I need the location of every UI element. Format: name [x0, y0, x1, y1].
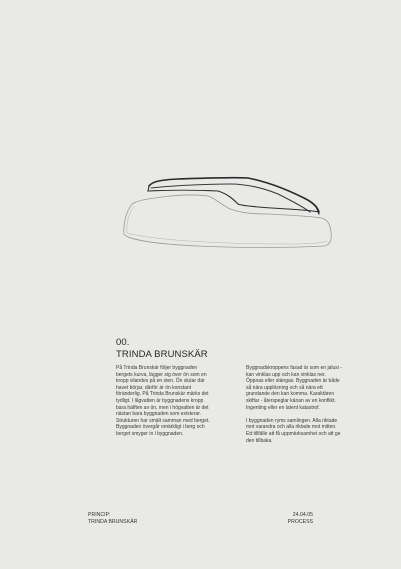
text-column-left	[116, 365, 214, 444]
footer-date: 24.04.05	[292, 512, 313, 518]
footer-label: PRINCIP:	[88, 512, 111, 518]
right-paragraph-2: I byggnaden ryms samlingen. Alla riktade mot varandra och alla riktade mot mitten. Ett tillfälle att få uppmärksamhet och att ge den tillbaka.	[246, 417, 341, 444]
section-heading	[116, 337, 208, 361]
rock-outline-second-stroke	[127, 206, 327, 244]
text-column-right	[246, 365, 344, 451]
rock-outline	[124, 195, 331, 248]
footer-project-name: TRINDA BRUNSKÄR	[88, 518, 138, 525]
right-paragraph-1: Byggnadskroppens fasad är som en jalusi - kan vinklas upp och kan vinklas ner. Öppnas eller stängas. Byggnaden är både så nära upplösning och så nära ett grundande den kan komma. Karaktären skiftar - återspeglar känan av en konflikt. Ingenting eller en latent katastrof.	[246, 365, 342, 411]
footer-left	[88, 512, 137, 526]
left-paragraph-1: På Trinda Brunskär följer byggnaden bergets kurva, lägger sig över ön som en kropp vilandes på en sten. Ön slutar där havet börjar, därför är ön konstant föränderlig. På Trinda Brunskär märks det tydligt. I lågvatten är byggnadens kropp bara hälften av ön, men i högvatten är det nästan bara byggnaden som existerar. Strukturen har smält samman med berget. Byggnaden övergår omärkligt i berg och berget smyger in i byggnaden.	[116, 365, 210, 437]
sketch-svg	[118, 168, 340, 252]
footer-right	[288, 512, 313, 526]
footer-phase: PROCESS	[287, 518, 313, 525]
building-sketch-drawing	[118, 168, 340, 252]
section-number: 00.	[116, 337, 130, 348]
section-title: TRINDA BRUNSKÄR	[116, 349, 208, 360]
building-base-line	[148, 186, 319, 212]
building-roof-line	[149, 178, 319, 212]
